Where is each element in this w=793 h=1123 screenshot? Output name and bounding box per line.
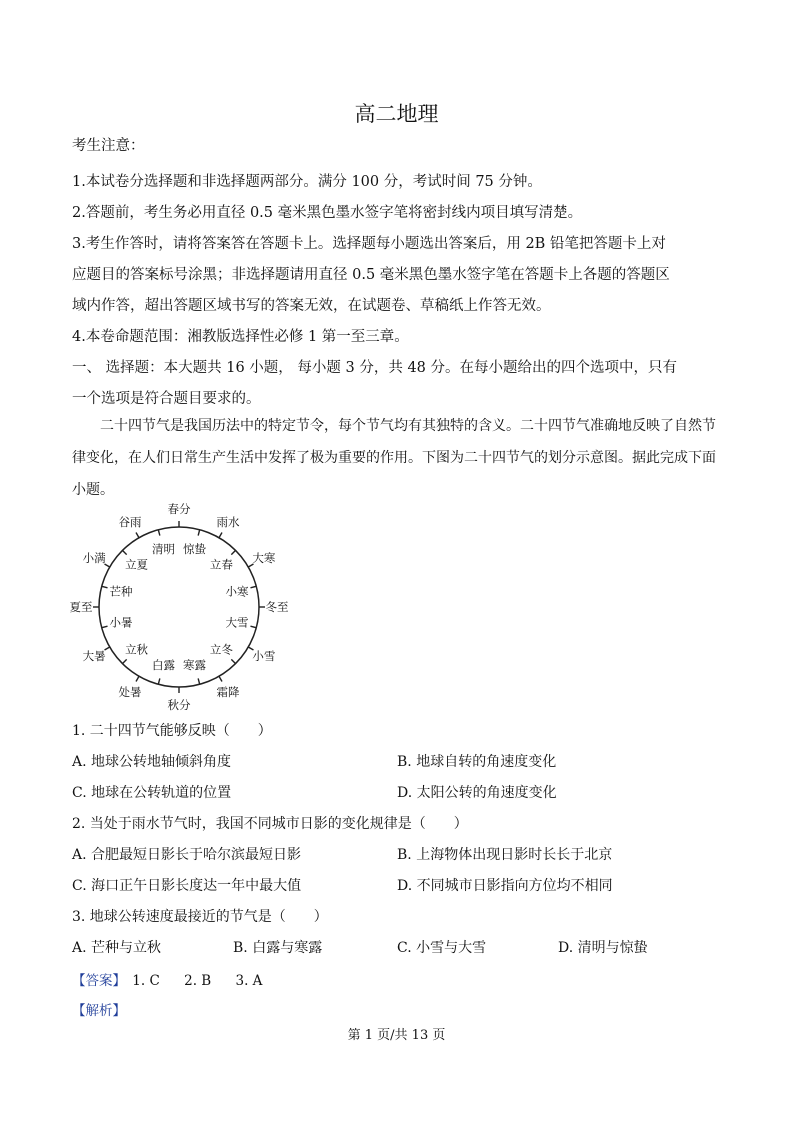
tick-mark <box>231 550 235 554</box>
answer-line <box>72 969 262 989</box>
question-1-option-d: D. 太阳公转的角速度变化 <box>397 785 557 801</box>
tick-mark <box>198 678 200 684</box>
tick-mark <box>102 586 108 588</box>
inner-term-label: 小暑 <box>109 615 133 630</box>
tick-mark <box>136 676 139 681</box>
outer-term-label: 小雪 <box>252 649 276 663</box>
inner-term-label: 立冬 <box>209 642 233 657</box>
inner-term-label: 小寒 <box>225 584 249 599</box>
inner-term-label: 惊蛰 <box>183 542 207 557</box>
question-1-option-c: C. 地球在公转轨道的位置 <box>72 785 232 801</box>
notice-item-2: 2.答题前，考生务必用直径 0.5 毫米黑色墨水签字笔将密封线内项目填写清楚。 <box>72 205 583 221</box>
section-heading-line2: 一个选项是符合题目要求的。 <box>72 391 261 407</box>
notice-item-1: 1.本试卷分选择题和非选择题两部分。满分 100 分，考试时间 75 分钟。 <box>72 174 542 190</box>
inner-term-label: 立秋 <box>125 642 149 657</box>
analysis-tag: 【解析】 <box>72 1003 126 1019</box>
outer-term-labels <box>70 502 289 712</box>
notice-item-3a: 3.考生作答时，请将答案答在答题卡上。选择题每小题选出答案后，用 2B 铅笔把答题卡上对 <box>72 236 666 252</box>
outer-term-label: 冬至 <box>265 600 289 614</box>
inner-term-labels <box>110 542 249 672</box>
tick-mark <box>158 678 160 684</box>
inner-term-label: 立春 <box>209 557 233 572</box>
tick-mark <box>250 626 256 628</box>
tick-mark <box>122 659 126 663</box>
notice-item-3b: 应题目的答案标号涂黑；非选择题请用直径 0.5 毫米黑色墨水签字笔在答题卡上各题的答题区 <box>72 267 670 283</box>
tick-mark <box>250 586 256 588</box>
tick-mark <box>219 533 222 538</box>
outer-term-label: 大暑 <box>82 649 106 663</box>
tick-mark <box>136 533 139 538</box>
question-1-stem: 1. 二十四节气能够反映（ ） <box>72 723 272 739</box>
outer-term-label: 大寒 <box>252 551 276 565</box>
page-title: 高二地理 <box>354 102 439 126</box>
tick-mark <box>231 659 235 663</box>
solar-terms-diagram <box>69 502 292 712</box>
outer-term-label: 夏至 <box>69 600 93 614</box>
inner-term-label: 清明 <box>151 542 175 557</box>
tick-mark <box>158 530 160 536</box>
question-3-option-b: B. 白露与寒露 <box>233 940 323 956</box>
question-3-option-d: D. 清明与惊蛰 <box>558 940 648 956</box>
question-1-option-b: B. 地球自转的角速度变化 <box>397 754 557 770</box>
passage-text: 二十四节气是我国历法中的特定节令，每个节气均有其独特的含义。二十四节气准确地反映了自然节律变化，在人们日常生产生活中发挥了极为重要的作用。下图为二十四节气的划分示意图。据此完成下面小题。 <box>72 418 716 498</box>
inner-term-label: 芒种 <box>109 584 133 599</box>
page-footer: 第 1 页/共 13 页 <box>347 1028 446 1043</box>
answer-value-3: 3. A <box>235 973 263 989</box>
inner-term-label: 立夏 <box>125 557 149 572</box>
question-2-option-c: C. 海口正午日影长度达一年中最大值 <box>72 878 302 894</box>
outer-term-label: 春分 <box>167 502 191 516</box>
outer-term-label: 处暑 <box>118 684 142 699</box>
inner-term-label: 寒露 <box>183 657 207 672</box>
outer-term-label: 霜降 <box>216 684 240 699</box>
inner-term-label: 白露 <box>151 657 175 672</box>
question-1-option-a: A. 地球公转地轴倾斜角度 <box>72 754 232 770</box>
tick-marks <box>93 521 265 693</box>
notice-heading: 考生注意： <box>72 138 145 154</box>
answer-value-1: 1. C <box>132 973 160 989</box>
question-3-stem: 3. 地球公转速度最接近的节气是（ ） <box>72 909 328 925</box>
notice-item-3c: 域内作答，超出答题区域书写的答案无效，在试题卷、草稿纸上作答无效。 <box>72 298 551 314</box>
tick-mark <box>198 530 200 536</box>
outer-term-label: 小满 <box>82 551 106 565</box>
outer-term-label: 谷雨 <box>118 515 142 530</box>
answer-value-2: 2. B <box>184 973 212 989</box>
question-2-option-b: B. 上海物体出现日影时长长于北京 <box>397 847 613 863</box>
question-3-option-a: A. 芒种与立秋 <box>72 940 162 956</box>
outer-term-label: 秋分 <box>167 698 191 712</box>
section-heading-line1: 一、 选择题：本大题共 16 小题， 每小题 3 分，共 48 分。在每小题给出的四个选项中，只有 <box>72 360 677 376</box>
notice-item-4: 4.本卷命题范围：湘教版选择性必修 1 第一至三章。 <box>72 329 409 345</box>
tick-mark <box>219 676 222 681</box>
answer-tag: 【答案】 <box>72 973 126 989</box>
tick-mark <box>122 550 126 554</box>
outer-term-label: 雨水 <box>216 515 240 530</box>
question-2-option-a: A. 合肥最短日影长于哈尔滨最短日影 <box>72 847 302 863</box>
question-2-stem: 2. 当处于雨水节气时，我国不同城市日影的变化规律是（ ） <box>72 816 468 832</box>
inner-term-label: 大雪 <box>225 615 249 630</box>
question-2-option-d: D. 不同城市日影指向方位均不相同 <box>397 878 613 894</box>
question-3-option-c: C. 小雪与大雪 <box>397 940 487 956</box>
tick-mark <box>102 626 108 628</box>
